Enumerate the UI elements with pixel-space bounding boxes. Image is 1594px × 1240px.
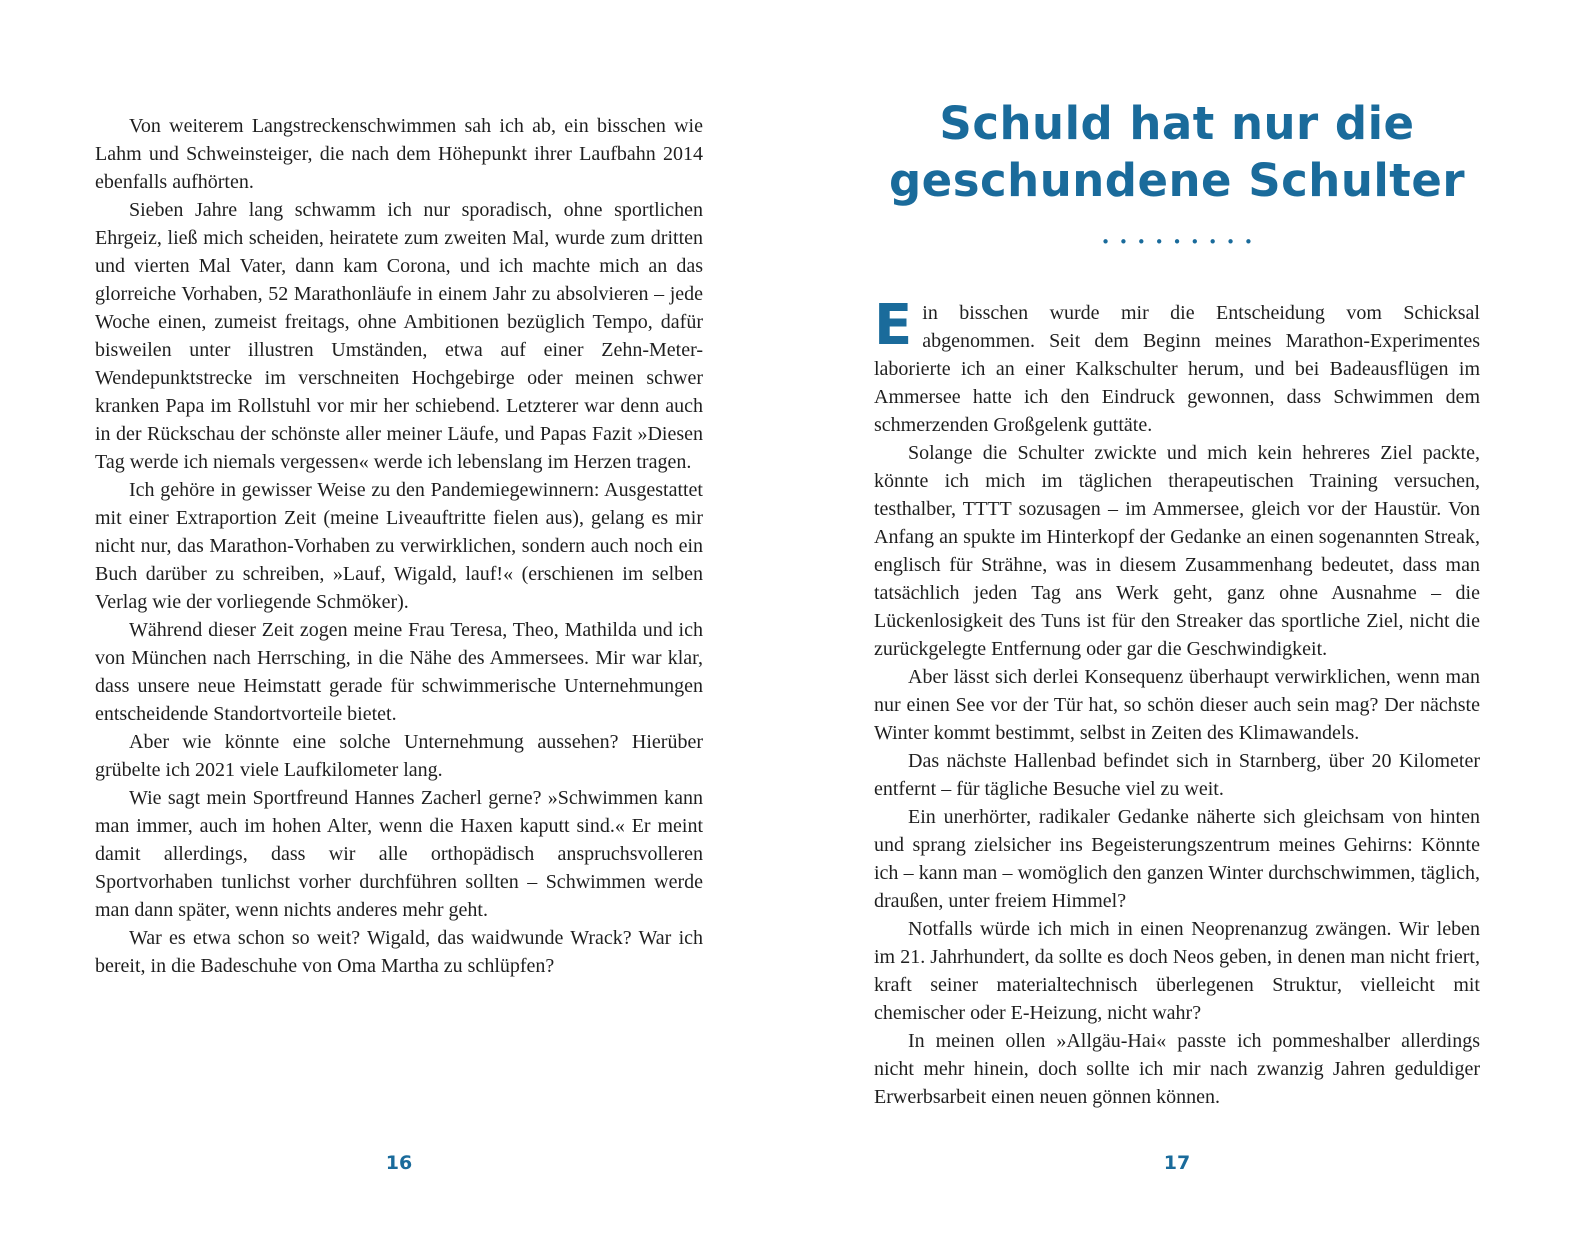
chapter-title-line2: geschundene Schulter [888,154,1466,207]
paragraph: Aber lässt sich derlei Konsequenz überhaupt verwirklichen, wenn man nur einen See vor der Tür hat, so schön dieser auch sein mag? Der nächste Winter kommt bestimmt, selbst in Zeiten des Klimawandels. [874,666,1480,744]
paragraph: Während dieser Zeit zogen meine Frau Teresa, Theo, Mathilda und ich von München nach Herrsching, in die Nähe des Ammersees. Mir war klar, dass unsere neue Heimstatt gerade für schwimmerische Unternehmungen entscheidende Standortvorteile bietet. [95,619,703,725]
paragraph: War es etwa schon so weit? Wigald, das waidwunde Wrack? War ich bereit, in die Badeschuhe von Oma Martha zu schlüpfen? [95,927,703,977]
paragraph-text: in bisschen wurde mir die Entscheidung vom Schicksal abgenommen. Seit dem Beginn meines Marathon-Experimentes laborierte ich an einer Kalkschulter herum, und bei Badeausflügen im Ammersee hatte ich den Eindruck gewonnen, dass Schwimmen dem schmerzenden Großgelenk guttäte. [874,302,1480,436]
page-right [874,95,1480,1111]
paragraph: Sieben Jahre lang schwamm ich nur sporadisch, ohne sportlichen Ehrgeiz, ließ mich scheiden, heiratete zum zweiten Mal, wurde zum dritten und vierten Mal Vater, dann kam Corona, und ich machte mich an das glorreiche Vorhaben, 52 Marathonläufe in einem Jahr zu absolvieren – jede Woche einen, zumeist freitags, ohne Ambitionen bezüglich Tempo, dafür bisweilen unter illustren Umständen, etwa auf einer Zehn-Meter-Wendepunktstrecke im verschneiten Hochgebirge oder meinen schwer kranken Papa im Rollstuhl vor mir her schiebend. Letzterer war denn auch in der Rückschau der schönste aller meiner Läufe, und Papas Fazit »Diesen Tag werde ich niemals vergessen« werde ich lebenslang im Herzen tragen. [95,199,703,473]
dotted-ornament: ••••••••• [1101,233,1262,251]
right-text-column [874,293,1480,1111]
paragraph: Aber wie könnte eine solche Unternehmung aussehen? Hierüber grübelte ich 2021 viele Laufkilometer lang. [95,731,703,781]
paragraph [874,293,1480,439]
page-number-left: 16 [385,1152,413,1174]
drop-cap: E [874,293,913,358]
paragraph: Ich gehöre in gewisser Weise zu den Pandemiegewinnern: Ausgestattet mit einer Extraportion Zeit (meine Liveauftritte fielen aus), gelang es mir nicht nur, das Marathon-Vorhaben zu verwirklichen, sondern auch noch ein Buch darüber zu schreiben, »Lauf, Wigald, lauf!« (erschienen im selben Verlag wie der vorliegende Schmöker). [95,479,703,613]
paragraph: Von weiterem Langstreckenschwimmen sah ich ab, ein bisschen wie Lahm und Schweinsteiger, die nach dem Höhepunkt ihrer Laufbahn 2014 ebenfalls aufhörten. [95,115,703,193]
paragraph: Wie sagt mein Sportfreund Hannes Zacherl gerne? »Schwimmen kann man immer, auch im hohen Alter, wenn die Haxen kaputt sind.« Er meint damit allerdings, dass wir alle orthopädisch anspruchsvolleren Sportvorhaben tunlichst vorher durchführen sollten – Schwimmen werde man dann später, wenn nichts anderes mehr geht. [95,787,703,921]
chapter-title [874,95,1480,209]
paragraph: Ein unerhörter, radikaler Gedanke näherte sich gleichsam von hinten und sprang zielsicher ins Begeisterungszentrum meines Gehirns: Könnte ich – kann man – womöglich den ganzen Winter durchschwimmen, täglich, draußen, unter freiem Himmel? [874,806,1480,912]
left-text-column [95,112,703,980]
chapter-title-line1: Schuld hat nur die [939,97,1415,150]
paragraph: Das nächste Hallenbad befindet sich in Starnberg, über 20 Kilometer entfernt – für tägliche Besuche viel zu weit. [874,750,1480,800]
paragraph: Solange die Schulter zwickte und mich kein hehreres Ziel packte, könnte ich mich im täglichen therapeutischen Training versuchen, testhalber, TTTT sozusagen – im Ammersee, gleich vor der Haustür. Von Anfang an spukte im Hinterkopf der Gedanke an einen sogenannten Streak, englisch für Strähne, was in diesem Zusammenhang bedeutet, dass man tatsächlich jeden Tag ans Werk geht, ganz ohne Ausnahme – die Lückenlosigkeit des Tuns ist für den Streaker das sportliche Ziel, nicht die zurückgelegte Entfernung oder gar die Geschwindigkeit. [874,442,1480,660]
paragraph: In meinen ollen »Allgäu-Hai« passte ich pommeshalber allerdings nicht mehr hinein, doch sollte ich mir nach zwanzig Jahren geduldiger Erwerbsarbeit einen neuen gönnen können. [874,1030,1480,1108]
page-number-right: 17 [1163,1152,1191,1174]
page-left [95,112,703,980]
paragraph: Notfalls würde ich mich in einen Neoprenanzug zwängen. Wir leben im 21. Jahrhundert, da sollte es doch Neos geben, in denen man nicht friert, kraft seiner materialtechnisch überlegenen Struktur, vielleicht mit chemischer oder E-Heizung, nicht wahr? [874,918,1480,1024]
